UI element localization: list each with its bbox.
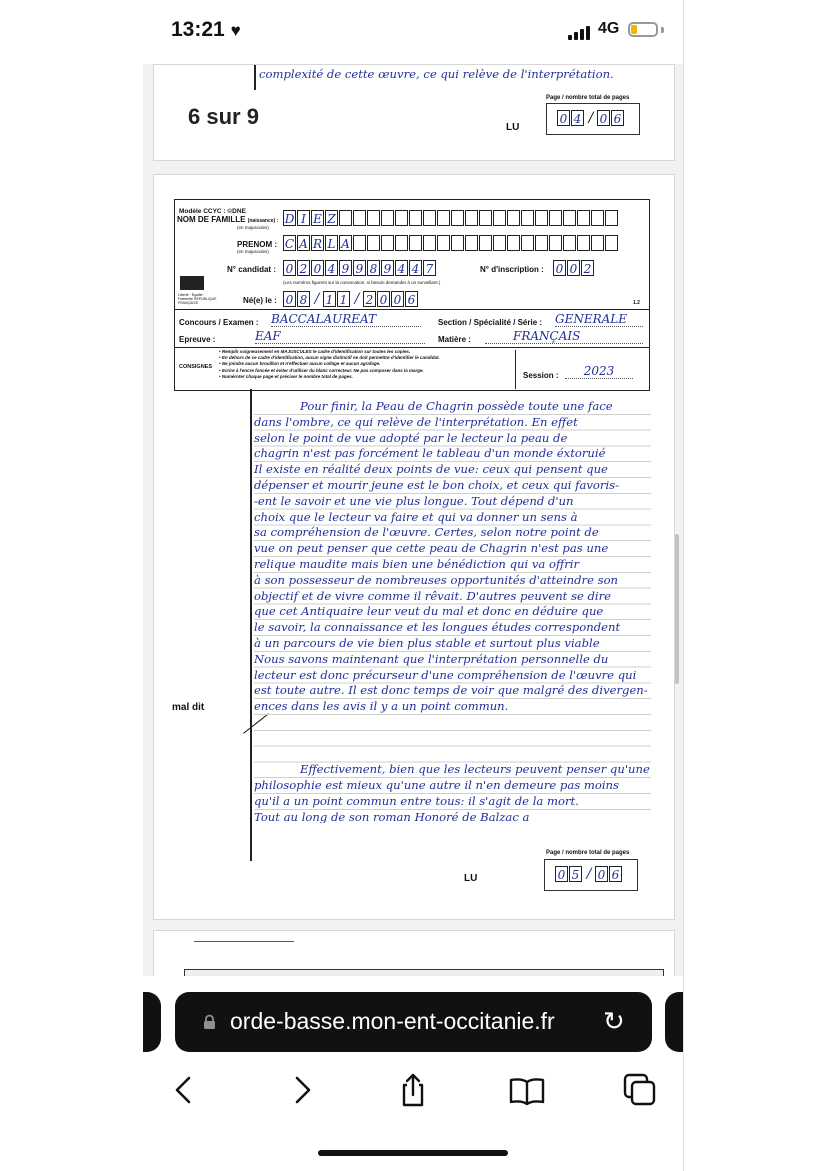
page-number-box: 0 4 / 0 6	[546, 103, 640, 135]
bookmarks-button[interactable]	[507, 1070, 547, 1110]
digit: 6	[609, 866, 622, 882]
nom-boxes: D I E Z	[283, 210, 619, 226]
home-indicator[interactable]	[318, 1150, 508, 1156]
inscription-label: N° d'inscription :	[480, 265, 544, 274]
republique-logo-text: Liberté · Égalité · Fraternité RÉPUBLIQUE FRANÇAISE	[178, 293, 217, 305]
prenom-label: PRENOM :	[237, 240, 277, 249]
ne-label: Né(e) le :	[243, 296, 277, 305]
screen-edge	[683, 0, 684, 1171]
url-text[interactable]: orde-basse.mon-ent-occitanie.fr	[230, 1008, 555, 1034]
digit: 0	[557, 110, 570, 126]
lock-icon	[203, 1014, 216, 1030]
digit: 5	[569, 866, 582, 882]
tabs-icon	[620, 1070, 660, 1110]
digit: 0	[555, 866, 568, 882]
book-icon	[507, 1070, 547, 1110]
prenom-boxes: C A R L A	[283, 235, 619, 251]
section-value: GENERALE	[555, 312, 643, 327]
share-icon	[393, 1070, 433, 1110]
page-number-box: 0 5 / 0 6	[544, 859, 638, 891]
essay-text: Pour finir, la Peau de Chagrin possède toute une face dans l'ombre, ce qui relève de l'interprétation. En effet selon le point de vue adopté par le lecteur la peau de chagrin n'est pas forcément le tableau d'un monde éxtoruié Il existe en réalité deux points de vue: ceux qui pensent que dépenser et mourir jeune est le bon choix, et ceux qui favoris- -ent le savoir et une vie plus longue. Tout dépend d'un choix que le lecteur va faire et qui va donner un sens à sa compréhension de l'œuvre. Certes, selon notre point de vue on peut penser que cette peau de Chagrin n'est pas une relique maudite mais bien une bénédiction qui va offrir à son possesseur de nombreuses opportunités d'atteindre son objectif et de vivre comme il rêvait. D'autres peuvent se dire que cet Antiquaire leur veut du mal et donc en déduire que le savoir, la connaissance et les longues études correspondent à un parcours de vie bien plus stable et surtout plus viable Nous savons maintenant que l'interprétation personnelle du lecteur est donc précurseur d'une compréhension de l'œuvre qui est toute autre. Il est donc temps de voir que malgré des divergen- ences dans les avis il y a un point commun. Effectivement, bien que les lecteurs peuvent penser qu'une philosophie est mieux qu'une autre il n'en demeure pas moins qu'il a un point commun entre tous: il s'agit de la mort. Tout au long de son roman Honoré de Balzac a	[254, 399, 650, 823]
matiere-value: FRANÇAIS	[485, 329, 643, 344]
document-viewer[interactable]	[143, 64, 683, 976]
reload-icon[interactable]: ↻	[603, 1006, 625, 1036]
back-button[interactable]	[165, 1070, 205, 1110]
forward-button[interactable]	[281, 1070, 321, 1110]
address-bar[interactable]	[175, 992, 652, 1052]
previous-tab-edge[interactable]	[143, 992, 161, 1052]
concours-label: Concours / Examen :	[179, 318, 259, 327]
birthdate-boxes: 0 8 / 1 1 / 2 0 0 6	[283, 291, 419, 307]
prenom-note: (en majuscules)	[237, 249, 269, 254]
digit: 4	[571, 110, 584, 126]
battery-tip	[661, 27, 664, 33]
network-type: 4G	[598, 20, 620, 37]
share-button[interactable]	[393, 1070, 433, 1110]
session-value: 2023	[565, 364, 633, 379]
nom-note: (en majuscules)	[237, 225, 269, 230]
signal-icon	[568, 24, 592, 40]
margin-line	[250, 389, 252, 861]
battery-icon	[628, 22, 658, 37]
form-version: 1.2	[633, 300, 640, 306]
margin-line	[254, 65, 256, 90]
inscription-boxes: 0 0 2	[553, 260, 595, 276]
next-tab-edge[interactable]	[665, 992, 683, 1052]
previous-page-last-line: complexité de cette œuvre, ce qui relève de l'interprétation.	[259, 67, 614, 81]
concours-value: BACCALAUREAT	[271, 312, 421, 327]
nom-label: NOM DE FAMILLE (naissance) :	[177, 215, 279, 224]
epreuve-value: EAF	[255, 329, 425, 344]
form-model: Modèle CCYC : ©DNE	[179, 208, 246, 215]
forward-icon	[281, 1070, 321, 1110]
consignes-label: CONSIGNES	[179, 364, 213, 370]
status-time: 13:21 ♥	[171, 18, 241, 41]
session-label: Session :	[523, 371, 559, 380]
page-counter: 6 sur 9	[188, 104, 259, 129]
candidat-label: N° candidat :	[227, 265, 276, 274]
status-bar	[143, 0, 683, 64]
candidat-boxes: 0 2 0 4 9 9 8 9 4 4 7	[283, 260, 437, 276]
digit: 0	[597, 110, 610, 126]
back-icon	[165, 1070, 205, 1110]
matiere-label: Matière :	[438, 335, 471, 344]
lu-label: LU	[464, 873, 478, 884]
browser-toolbar	[143, 1060, 683, 1120]
epreuve-label: Epreuve :	[179, 335, 216, 344]
margin-note: mal dit	[172, 702, 205, 713]
scrollbar[interactable]	[675, 534, 679, 684]
next-page	[153, 930, 675, 976]
consignes-list: • Remplir soigneusement en MAJUSCULES le cadre d'identification sur toutes les copies. • En dehors de ce cadre d'identification, aucun signe distinctif ne doit permettre d'identifier le candidat. • Ne joindre aucun brouillon et n'effectuer aucun collage et aucun agrafage. • Ecrire à l'encre foncée et éviter d'utiliser du blanc correcteur. Ne pas composer dans la marge. • Numéroter chaque page et préciser le nombre total de pages.	[219, 349, 440, 379]
page-box-title: Page / nombre total de pages	[546, 850, 630, 856]
tabs-button[interactable]	[620, 1070, 660, 1110]
marianne-logo	[180, 276, 204, 290]
digit: 6	[611, 110, 624, 126]
heart-icon: ♥	[230, 21, 241, 40]
section-label: Section / Spécialité / Série :	[438, 318, 543, 327]
identification-frame	[174, 199, 650, 391]
digit: 0	[595, 866, 608, 882]
exam-page	[153, 174, 675, 920]
lu-label: LU	[506, 122, 520, 133]
page-box-title: Page / nombre total de pages	[546, 95, 630, 101]
convocation-note: (Les numéros figurent sur la convocation, si besoin demander à un surveillant.)	[283, 280, 441, 285]
